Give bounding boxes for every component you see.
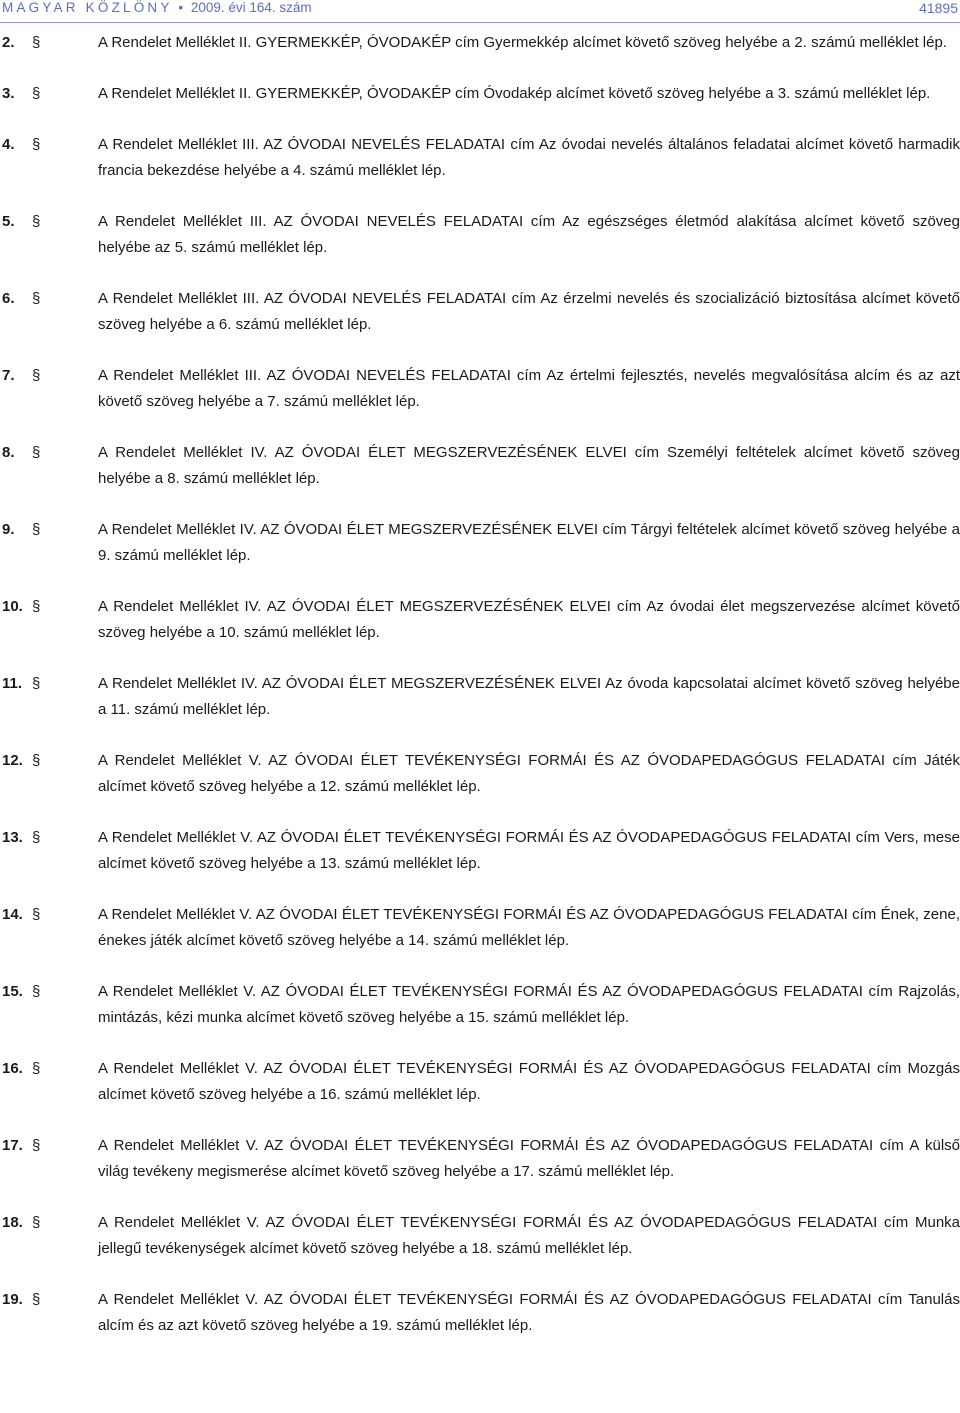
bullet-separator: • [178, 0, 184, 15]
section-number: 4. [2, 136, 15, 153]
section-text: A Rendelet Melléklet V. AZ ÓVODAI ÉLET TEVÉKENYSÉGI FORMÁI ÉS AZ ÓVODAPEDAGÓGUS FELADATAI cím Tanulás alcím és az azt követő szöveg helyébe a 19. számú melléklet lép. [98, 1291, 960, 1334]
section-item [0, 902, 960, 954]
section-text: A Rendelet Melléklet IV. AZ ÓVODAI ÉLET MEGSZERVEZÉSÉNEK ELVEI cím Személyi feltételek alcímet követő szöveg helyébe a 8. számú melléklet lép. [98, 444, 960, 487]
section-number: 13. [2, 829, 23, 846]
section-text: A Rendelet Melléklet II. GYERMEKKÉP, ÓVODAKÉP cím Óvodakép alcímet követő szöveg helyébe a 3. számú melléklet lép. [98, 85, 931, 102]
section-text: A Rendelet Melléklet V. AZ ÓVODAI ÉLET TEVÉKENYSÉGI FORMÁI ÉS AZ ÓVODAPEDAGÓGUS FELADATAI cím Munka jellegű tevékenységek alcímet követő szöveg helyébe a 18. számú melléklet lép. [98, 1214, 960, 1257]
paragraph-sign: § [32, 521, 41, 538]
section-number: 7. [2, 367, 15, 384]
section-item [0, 1133, 960, 1185]
section-number: 9. [2, 521, 15, 538]
section-text: A Rendelet Melléklet III. AZ ÓVODAI NEVELÉS FELADATAI cím Az értelmi fejlesztés, nevelés megvalósítása alcím és az azt követő szöveg helyébe a 7. számú melléklet lép. [98, 367, 960, 410]
section-item [0, 132, 960, 184]
section-text: A Rendelet Melléklet V. AZ ÓVODAI ÉLET TEVÉKENYSÉGI FORMÁI ÉS AZ ÓVODAPEDAGÓGUS FELADATAI cím Játék alcímet követő szöveg helyébe a 12. számú melléklet lép. [98, 752, 960, 795]
journal-masthead [2, 0, 312, 15]
section-item [0, 1056, 960, 1108]
section-item [0, 594, 960, 646]
paragraph-sign: § [32, 213, 41, 230]
paragraph-sign: § [32, 444, 41, 461]
section-item [0, 30, 960, 56]
section-text: A Rendelet Melléklet III. AZ ÓVODAI NEVELÉS FELADATAI cím Az érzelmi nevelés és szocializáció biztosítása alcímet követő szöveg helyébe a 6. számú melléklet lép. [98, 290, 960, 333]
paragraph-sign: § [32, 1291, 41, 1308]
section-number: 19. [2, 1291, 23, 1308]
paragraph-sign: § [32, 1214, 41, 1231]
section-number: 18. [2, 1214, 23, 1231]
paragraph-sign: § [32, 136, 41, 153]
section-text: A Rendelet Melléklet IV. AZ ÓVODAI ÉLET MEGSZERVEZÉSÉNEK ELVEI cím Tárgyi feltételek alcímet követő szöveg helyébe a 9. számú melléklet lép. [98, 521, 960, 564]
section-item [0, 825, 960, 877]
section-number: 3. [2, 85, 15, 102]
section-item [0, 1287, 960, 1339]
paragraph-sign: § [32, 1060, 41, 1077]
page-header [0, 0, 960, 22]
section-text: A Rendelet Melléklet V. AZ ÓVODAI ÉLET TEVÉKENYSÉGI FORMÁI ÉS AZ ÓVODAPEDAGÓGUS FELADATAI cím Ének, zene, énekes játék alcímet követő szöveg helyébe a 14. számú melléklet lép. [98, 906, 960, 949]
paragraph-sign: § [32, 34, 41, 51]
issue-number: 2009. évi 164. szám [190, 0, 312, 15]
section-number: 10. [2, 598, 23, 615]
paragraph-sign: § [32, 752, 41, 769]
section-text: A Rendelet Melléklet IV. AZ ÓVODAI ÉLET MEGSZERVEZÉSÉNEK ELVEI cím Az óvodai élet megszervezése alcímet követő szöveg helyébe a 10. számú melléklet lép. [98, 598, 960, 641]
document-body [0, 30, 960, 1364]
paragraph-sign: § [32, 906, 41, 923]
section-item [0, 979, 960, 1031]
paragraph-sign: § [32, 367, 41, 384]
section-text: A Rendelet Melléklet V. AZ ÓVODAI ÉLET TEVÉKENYSÉGI FORMÁI ÉS AZ ÓVODAPEDAGÓGUS FELADATAI cím Vers, mese alcímet követő szöveg helyébe a 13. számú melléklet lép. [98, 829, 960, 872]
paragraph-sign: § [32, 598, 41, 615]
section-number: 15. [2, 983, 23, 1000]
section-number: 5. [2, 213, 15, 230]
journal-title: MAGYAR KÖZLÖNY [2, 0, 173, 15]
page-number: 41895 [919, 0, 958, 16]
paragraph-sign: § [32, 829, 41, 846]
section-number: 14. [2, 906, 23, 923]
section-number: 6. [2, 290, 15, 307]
section-number: 2. [2, 34, 15, 51]
paragraph-sign: § [32, 85, 41, 102]
section-item [0, 209, 960, 261]
section-text: A Rendelet Melléklet V. AZ ÓVODAI ÉLET TEVÉKENYSÉGI FORMÁI ÉS AZ ÓVODAPEDAGÓGUS FELADATAI cím Mozgás alcímet követő szöveg helyébe a 16. számú melléklet lép. [98, 1060, 960, 1103]
section-number: 17. [2, 1137, 23, 1154]
section-text: A Rendelet Melléklet II. GYERMEKKÉP, ÓVODAKÉP cím Gyermekkép alcímet követő szöveg helyébe a 2. számú melléklet lép. [98, 34, 947, 51]
section-number: 16. [2, 1060, 23, 1077]
paragraph-sign: § [32, 983, 41, 1000]
header-divider [0, 22, 960, 23]
section-text: A Rendelet Melléklet III. AZ ÓVODAI NEVELÉS FELADATAI cím Az egészséges életmód alakítása alcímet követő szöveg helyébe az 5. számú melléklet lép. [98, 213, 960, 256]
section-text: A Rendelet Melléklet IV. AZ ÓVODAI ÉLET MEGSZERVEZÉSÉNEK ELVEI Az óvoda kapcsolatai alcímet követő szöveg helyébe a 11. számú melléklet lép. [98, 675, 960, 718]
paragraph-sign: § [32, 675, 41, 692]
section-item [0, 671, 960, 723]
section-item [0, 440, 960, 492]
section-text: A Rendelet Melléklet V. AZ ÓVODAI ÉLET TEVÉKENYSÉGI FORMÁI ÉS AZ ÓVODAPEDAGÓGUS FELADATAI cím A külső világ tevékeny megismerése alcímet követő szöveg helyébe a 17. számú melléklet lép. [98, 1137, 960, 1180]
section-text: A Rendelet Melléklet V. AZ ÓVODAI ÉLET TEVÉKENYSÉGI FORMÁI ÉS AZ ÓVODAPEDAGÓGUS FELADATAI cím Rajzolás, mintázás, kézi munka alcímet követő szöveg helyébe a 15. számú melléklet lép. [98, 983, 960, 1026]
section-item [0, 81, 960, 107]
section-item [0, 1210, 960, 1262]
section-item [0, 363, 960, 415]
section-number: 8. [2, 444, 15, 461]
paragraph-sign: § [32, 290, 41, 307]
section-item [0, 286, 960, 338]
section-number: 12. [2, 752, 23, 769]
section-text: A Rendelet Melléklet III. AZ ÓVODAI NEVELÉS FELADATAI cím Az óvodai nevelés általános feladatai alcímet követő harmadik francia bekezdése helyébe a 4. számú melléklet lép. [98, 136, 960, 179]
section-number: 11. [2, 675, 23, 692]
section-item [0, 748, 960, 800]
section-item [0, 517, 960, 569]
paragraph-sign: § [32, 1137, 41, 1154]
